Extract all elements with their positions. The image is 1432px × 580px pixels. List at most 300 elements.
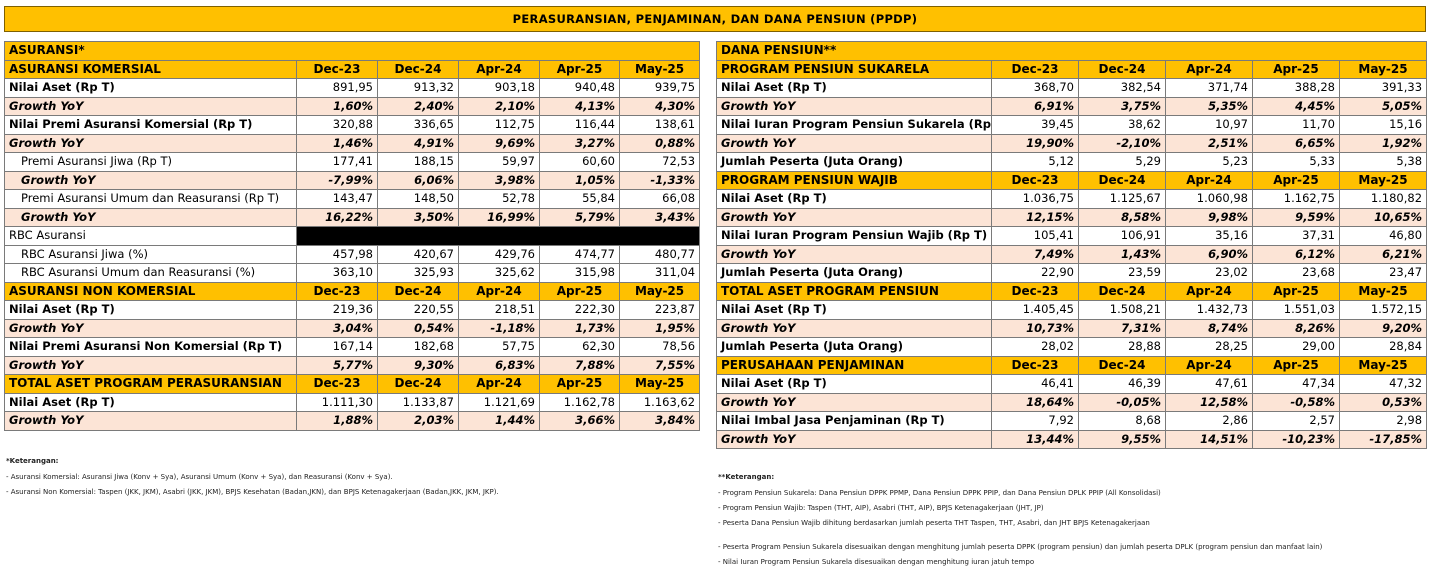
table-row bbox=[5, 338, 700, 357]
table-row bbox=[717, 134, 1427, 153]
row-label: Growth YoY bbox=[717, 245, 992, 264]
value-cell: 1.036,75 bbox=[992, 190, 1079, 209]
value-cell: 182,68 bbox=[378, 338, 459, 357]
value-cell: 903,18 bbox=[459, 79, 540, 98]
note-line: - Peserta Dana Pensiun Wajib dihitung berdasarkan jumlah peserta THT Taspen, THT, Asabri, dan JHT BPJS Ketenagakerjaan bbox=[718, 519, 1150, 527]
value-cell: 368,70 bbox=[992, 79, 1079, 98]
column-header: Apr-24 bbox=[459, 282, 540, 301]
value-cell: 320,88 bbox=[297, 116, 378, 135]
value-cell: -1,18% bbox=[459, 319, 540, 338]
table-row bbox=[717, 79, 1427, 98]
row-label: TOTAL ASET PROGRAM PERASURANSIAN bbox=[5, 375, 297, 394]
value-cell: 78,56 bbox=[620, 338, 700, 357]
table-row bbox=[717, 227, 1427, 246]
notes-title: *Keterangan: bbox=[6, 457, 59, 465]
row-label: Nilai Aset (Rp T) bbox=[5, 79, 297, 98]
value-cell: 8,58% bbox=[1079, 208, 1166, 227]
value-cell: 6,12% bbox=[1253, 245, 1340, 264]
row-label: TOTAL ASET PROGRAM PENSIUN bbox=[717, 282, 992, 301]
value-cell: 167,14 bbox=[297, 338, 378, 357]
note-line: - Asuransi Komersial: Asuransi Jiwa (Konv + Sya), Asuransi Umum (Konv + Sya), dan Reasuransi (Konv + Sya). bbox=[6, 473, 393, 481]
column-header: Dec-24 bbox=[1079, 60, 1166, 79]
value-cell: 15,16 bbox=[1340, 116, 1427, 135]
value-cell: 220,55 bbox=[378, 301, 459, 320]
value-cell: 112,75 bbox=[459, 116, 540, 135]
value-cell: 1.111,30 bbox=[297, 393, 378, 412]
value-cell: 1.133,87 bbox=[378, 393, 459, 412]
column-header: May-25 bbox=[620, 375, 700, 394]
row-label: DANA PENSIUN** bbox=[717, 42, 1427, 61]
value-cell: 5,79% bbox=[540, 208, 620, 227]
table-row bbox=[717, 356, 1427, 375]
value-cell: 1,92% bbox=[1340, 134, 1427, 153]
value-cell: 7,92 bbox=[992, 412, 1079, 431]
value-cell: 7,55% bbox=[620, 356, 700, 375]
value-cell: 2,03% bbox=[378, 412, 459, 431]
column-header: Dec-23 bbox=[992, 356, 1079, 375]
column-header: May-25 bbox=[1340, 356, 1427, 375]
asuransi-notes bbox=[6, 456, 499, 502]
value-cell: 1,44% bbox=[459, 412, 540, 431]
row-label: PROGRAM PENSIUN WAJIB bbox=[717, 171, 992, 190]
value-cell: 4,45% bbox=[1253, 97, 1340, 116]
value-cell: 480,77 bbox=[620, 245, 700, 264]
table-row bbox=[5, 282, 700, 301]
row-label: ASURANSI* bbox=[5, 42, 700, 61]
value-cell: 222,30 bbox=[540, 301, 620, 320]
table-row bbox=[5, 42, 700, 61]
value-cell: 382,54 bbox=[1079, 79, 1166, 98]
column-header: May-25 bbox=[1340, 171, 1427, 190]
column-header: Dec-23 bbox=[297, 375, 378, 394]
value-cell: 10,65% bbox=[1340, 208, 1427, 227]
table-row bbox=[717, 245, 1427, 264]
table-row bbox=[717, 97, 1427, 116]
value-cell: 1.162,78 bbox=[540, 393, 620, 412]
value-cell: 0,88% bbox=[620, 134, 700, 153]
value-cell: 9,55% bbox=[1079, 430, 1166, 449]
table-row bbox=[717, 301, 1427, 320]
value-cell: 1.180,82 bbox=[1340, 190, 1427, 209]
value-cell: 6,06% bbox=[378, 171, 459, 190]
value-cell: 6,65% bbox=[1253, 134, 1340, 153]
column-header: Apr-24 bbox=[1166, 356, 1253, 375]
row-label: Nilai Iuran Program Pensiun Wajib (Rp T) bbox=[717, 227, 992, 246]
value-cell: 1,60% bbox=[297, 97, 378, 116]
value-cell: 3,66% bbox=[540, 412, 620, 431]
value-cell: 28,02 bbox=[992, 338, 1079, 357]
value-cell: 16,99% bbox=[459, 208, 540, 227]
value-cell: 2,98 bbox=[1340, 412, 1427, 431]
column-header: Dec-24 bbox=[378, 282, 459, 301]
value-cell: 940,48 bbox=[540, 79, 620, 98]
value-cell: 138,61 bbox=[620, 116, 700, 135]
value-cell: 1,46% bbox=[297, 134, 378, 153]
table-row bbox=[717, 42, 1427, 61]
table-row bbox=[717, 208, 1427, 227]
row-label: Growth YoY bbox=[5, 412, 297, 431]
row-label: ASURANSI NON KOMERSIAL bbox=[5, 282, 297, 301]
note-line: - Nilai Iuran Program Pensiun Sukarela disesuaikan dengan menghitung iuran jatuh tempo bbox=[718, 558, 1035, 566]
value-cell: 148,50 bbox=[378, 190, 459, 209]
value-cell: 3,43% bbox=[620, 208, 700, 227]
table-row bbox=[5, 245, 700, 264]
value-cell: 47,61 bbox=[1166, 375, 1253, 394]
row-label: Growth YoY bbox=[5, 208, 297, 227]
value-cell: 23,68 bbox=[1253, 264, 1340, 283]
value-cell: 1.508,21 bbox=[1079, 301, 1166, 320]
value-cell: 37,31 bbox=[1253, 227, 1340, 246]
value-cell: 1.163,62 bbox=[620, 393, 700, 412]
value-cell: 363,10 bbox=[297, 264, 378, 283]
value-cell: 38,62 bbox=[1079, 116, 1166, 135]
value-cell: 6,83% bbox=[459, 356, 540, 375]
value-cell: 9,59% bbox=[1253, 208, 1340, 227]
column-header: Apr-24 bbox=[1166, 171, 1253, 190]
row-label: Growth YoY bbox=[5, 356, 297, 375]
value-cell: 420,67 bbox=[378, 245, 459, 264]
value-cell: 5,12 bbox=[992, 153, 1079, 172]
column-header: Dec-24 bbox=[378, 60, 459, 79]
table-row bbox=[5, 301, 700, 320]
row-label: Growth YoY bbox=[5, 171, 297, 190]
row-label: Nilai Aset (Rp T) bbox=[5, 393, 297, 412]
value-cell: 23,02 bbox=[1166, 264, 1253, 283]
row-label: PROGRAM PENSIUN SUKARELA bbox=[717, 60, 992, 79]
table-row bbox=[5, 208, 700, 227]
value-cell: 1,73% bbox=[540, 319, 620, 338]
value-cell: 4,30% bbox=[620, 97, 700, 116]
value-cell: 9,30% bbox=[378, 356, 459, 375]
column-header: Dec-24 bbox=[1079, 356, 1166, 375]
value-cell: 5,29 bbox=[1079, 153, 1166, 172]
value-cell: 8,74% bbox=[1166, 319, 1253, 338]
value-cell: 14,51% bbox=[1166, 430, 1253, 449]
value-cell: 1.060,98 bbox=[1166, 190, 1253, 209]
column-header: Dec-24 bbox=[1079, 282, 1166, 301]
value-cell: 10,73% bbox=[992, 319, 1079, 338]
value-cell: 457,98 bbox=[297, 245, 378, 264]
value-cell: 7,88% bbox=[540, 356, 620, 375]
value-cell: 28,25 bbox=[1166, 338, 1253, 357]
table-row bbox=[5, 356, 700, 375]
column-header: Dec-23 bbox=[992, 171, 1079, 190]
value-cell: 6,90% bbox=[1166, 245, 1253, 264]
value-cell: 39,45 bbox=[992, 116, 1079, 135]
value-cell: 1.125,67 bbox=[1079, 190, 1166, 209]
column-header: Dec-23 bbox=[992, 60, 1079, 79]
column-header: May-25 bbox=[1340, 60, 1427, 79]
value-cell: 9,20% bbox=[1340, 319, 1427, 338]
column-header: Apr-24 bbox=[1166, 282, 1253, 301]
column-header: Dec-23 bbox=[297, 60, 378, 79]
row-label: PERUSAHAAN PENJAMINAN bbox=[717, 356, 992, 375]
column-header: Apr-25 bbox=[540, 282, 620, 301]
value-cell: 60,60 bbox=[540, 153, 620, 172]
column-header: Apr-25 bbox=[1253, 60, 1340, 79]
value-cell: 0,54% bbox=[378, 319, 459, 338]
value-cell: 12,15% bbox=[992, 208, 1079, 227]
value-cell: 23,47 bbox=[1340, 264, 1427, 283]
value-cell: -10,23% bbox=[1253, 430, 1340, 449]
value-cell: 1,95% bbox=[620, 319, 700, 338]
value-cell: 2,10% bbox=[459, 97, 540, 116]
column-header: Dec-23 bbox=[992, 282, 1079, 301]
dana-pensiun-table bbox=[716, 41, 1427, 449]
value-cell: 1.405,45 bbox=[992, 301, 1079, 320]
value-cell: 9,98% bbox=[1166, 208, 1253, 227]
value-cell: -0,58% bbox=[1253, 393, 1340, 412]
value-cell: 55,84 bbox=[540, 190, 620, 209]
value-cell: 219,36 bbox=[297, 301, 378, 320]
value-cell: 35,16 bbox=[1166, 227, 1253, 246]
value-cell: 66,08 bbox=[620, 190, 700, 209]
value-cell: 106,91 bbox=[1079, 227, 1166, 246]
table-row bbox=[717, 282, 1427, 301]
note-line: - Program Pensiun Wajib: Taspen (THT, AIP), Asabri (THT, AIP), BPJS Ketenagakerjaan (JHT, JP) bbox=[718, 504, 1044, 512]
value-cell: 6,91% bbox=[992, 97, 1079, 116]
row-label: Premi Asuransi Umum dan Reasuransi (Rp T) bbox=[5, 190, 297, 209]
table-row bbox=[5, 227, 700, 246]
column-header: Dec-23 bbox=[297, 282, 378, 301]
value-cell: 5,35% bbox=[1166, 97, 1253, 116]
value-cell: 429,76 bbox=[459, 245, 540, 264]
table-row bbox=[5, 60, 700, 79]
table-row bbox=[717, 116, 1427, 135]
row-label: Nilai Aset (Rp T) bbox=[717, 79, 992, 98]
table-row bbox=[5, 97, 700, 116]
row-label: Growth YoY bbox=[717, 208, 992, 227]
value-cell: 46,80 bbox=[1340, 227, 1427, 246]
value-cell: 3,98% bbox=[459, 171, 540, 190]
table-row bbox=[717, 171, 1427, 190]
value-cell: 47,32 bbox=[1340, 375, 1427, 394]
value-cell: 16,22% bbox=[297, 208, 378, 227]
value-cell: -0,05% bbox=[1079, 393, 1166, 412]
value-cell: 28,88 bbox=[1079, 338, 1166, 357]
value-cell: 23,59 bbox=[1079, 264, 1166, 283]
note-line: - Program Pensiun Sukarela: Dana Pensiun DPPK PPMP, Dana Pensiun DPPK PPIP, dan Dana Pensiun DPLK PPIP (All Konsolidasi) bbox=[718, 489, 1161, 497]
row-label: Growth YoY bbox=[5, 97, 297, 116]
value-cell: 7,49% bbox=[992, 245, 1079, 264]
row-label: Growth YoY bbox=[717, 319, 992, 338]
column-header: Dec-24 bbox=[378, 375, 459, 394]
value-cell: 5,23 bbox=[1166, 153, 1253, 172]
value-cell: 1.551,03 bbox=[1253, 301, 1340, 320]
value-cell: 913,32 bbox=[378, 79, 459, 98]
value-cell: 3,04% bbox=[297, 319, 378, 338]
value-cell: 4,91% bbox=[378, 134, 459, 153]
table-row bbox=[5, 171, 700, 190]
value-cell: 2,51% bbox=[1166, 134, 1253, 153]
value-cell: 52,78 bbox=[459, 190, 540, 209]
value-cell: 391,33 bbox=[1340, 79, 1427, 98]
table-row bbox=[717, 412, 1427, 431]
value-cell: 3,27% bbox=[540, 134, 620, 153]
table-row bbox=[717, 338, 1427, 357]
column-header: Apr-25 bbox=[540, 375, 620, 394]
column-header: May-25 bbox=[620, 282, 700, 301]
value-cell: 7,31% bbox=[1079, 319, 1166, 338]
value-cell: 325,93 bbox=[378, 264, 459, 283]
note-line: - Asuransi Non Komersial: Taspen (JKK, JKM), Asabri (JKK, JKM), BPJS Kesehatan (Badan,JKN), dan BPJS Ketenagakerjaan (Badan,JKK, JKM, JKP). bbox=[6, 488, 499, 496]
value-cell: 3,84% bbox=[620, 412, 700, 431]
value-cell: 9,69% bbox=[459, 134, 540, 153]
table-row bbox=[717, 264, 1427, 283]
value-cell: 47,34 bbox=[1253, 375, 1340, 394]
row-label: Nilai Aset (Rp T) bbox=[717, 190, 992, 209]
value-cell: 1,43% bbox=[1079, 245, 1166, 264]
note-line: - Peserta Program Pensiun Sukarela disesuaikan dengan menghitung jumlah peserta DPPK (program pensiun) dan jumlah peserta DPLK (program pensiun dan manfaat lain) bbox=[718, 543, 1323, 551]
table-row bbox=[717, 60, 1427, 79]
column-header: Dec-24 bbox=[1079, 171, 1166, 190]
row-label: Premi Asuransi Jiwa (Rp T) bbox=[5, 153, 297, 172]
value-cell: 939,75 bbox=[620, 79, 700, 98]
value-cell: 315,98 bbox=[540, 264, 620, 283]
column-header: Apr-24 bbox=[459, 375, 540, 394]
value-cell: -7,99% bbox=[297, 171, 378, 190]
value-cell: 6,21% bbox=[1340, 245, 1427, 264]
row-label: Nilai Aset (Rp T) bbox=[717, 375, 992, 394]
column-header: Apr-25 bbox=[1253, 171, 1340, 190]
table-row bbox=[5, 190, 700, 209]
row-label: Jumlah Peserta (Juta Orang) bbox=[717, 264, 992, 283]
value-cell: 8,26% bbox=[1253, 319, 1340, 338]
value-cell: 336,65 bbox=[378, 116, 459, 135]
value-cell: 46,39 bbox=[1079, 375, 1166, 394]
value-cell: 177,41 bbox=[297, 153, 378, 172]
value-cell: 11,70 bbox=[1253, 116, 1340, 135]
value-cell: 2,86 bbox=[1166, 412, 1253, 431]
row-label: RBC Asuransi Umum dan Reasuransi (%) bbox=[5, 264, 297, 283]
table-row bbox=[5, 134, 700, 153]
row-label: Nilai Aset (Rp T) bbox=[5, 301, 297, 320]
value-cell: -1,33% bbox=[620, 171, 700, 190]
row-label: Nilai Iuran Program Pensiun Sukarela (Rp bbox=[717, 116, 992, 135]
value-cell: 5,38 bbox=[1340, 153, 1427, 172]
table-row bbox=[717, 393, 1427, 412]
table-row bbox=[5, 79, 700, 98]
table-row bbox=[5, 319, 700, 338]
value-cell: 46,41 bbox=[992, 375, 1079, 394]
column-header: Apr-25 bbox=[1253, 282, 1340, 301]
value-cell: 72,53 bbox=[620, 153, 700, 172]
value-cell: 3,75% bbox=[1079, 97, 1166, 116]
row-label: RBC Asuransi Jiwa (%) bbox=[5, 245, 297, 264]
row-label: Jumlah Peserta (Juta Orang) bbox=[717, 153, 992, 172]
table-row bbox=[717, 153, 1427, 172]
column-header: Apr-24 bbox=[459, 60, 540, 79]
table-row bbox=[5, 116, 700, 135]
notes-title: **Keterangan: bbox=[718, 473, 775, 481]
value-cell: 5,33 bbox=[1253, 153, 1340, 172]
row-label: Jumlah Peserta (Juta Orang) bbox=[717, 338, 992, 357]
value-cell: 29,00 bbox=[1253, 338, 1340, 357]
value-cell: 5,77% bbox=[297, 356, 378, 375]
value-cell: 5,05% bbox=[1340, 97, 1427, 116]
value-cell: 1.432,73 bbox=[1166, 301, 1253, 320]
redacted-cell bbox=[297, 227, 700, 246]
value-cell: 10,97 bbox=[1166, 116, 1253, 135]
value-cell: 188,15 bbox=[378, 153, 459, 172]
value-cell: 1.121,69 bbox=[459, 393, 540, 412]
value-cell: -17,85% bbox=[1340, 430, 1427, 449]
row-label: ASURANSI KOMERSIAL bbox=[5, 60, 297, 79]
value-cell: 0,53% bbox=[1340, 393, 1427, 412]
column-header: May-25 bbox=[1340, 282, 1427, 301]
value-cell: 13,44% bbox=[992, 430, 1079, 449]
table-row bbox=[717, 190, 1427, 209]
value-cell: 2,40% bbox=[378, 97, 459, 116]
value-cell: 4,13% bbox=[540, 97, 620, 116]
value-cell: 8,68 bbox=[1079, 412, 1166, 431]
row-label: Growth YoY bbox=[717, 97, 992, 116]
value-cell: 22,90 bbox=[992, 264, 1079, 283]
value-cell: -2,10% bbox=[1079, 134, 1166, 153]
value-cell: 1,88% bbox=[297, 412, 378, 431]
row-label: Growth YoY bbox=[717, 430, 992, 449]
value-cell: 116,44 bbox=[540, 116, 620, 135]
value-cell: 2,57 bbox=[1253, 412, 1340, 431]
value-cell: 59,97 bbox=[459, 153, 540, 172]
table-row bbox=[5, 153, 700, 172]
table-row bbox=[717, 430, 1427, 449]
column-header: Apr-24 bbox=[1166, 60, 1253, 79]
row-label: Growth YoY bbox=[717, 393, 992, 412]
value-cell: 891,95 bbox=[297, 79, 378, 98]
row-label: Nilai Aset (Rp T) bbox=[717, 301, 992, 320]
row-label: Growth YoY bbox=[5, 319, 297, 338]
value-cell: 474,77 bbox=[540, 245, 620, 264]
row-label: Nilai Premi Asuransi Non Komersial (Rp T) bbox=[5, 338, 297, 357]
value-cell: 12,58% bbox=[1166, 393, 1253, 412]
value-cell: 143,47 bbox=[297, 190, 378, 209]
row-label: Growth YoY bbox=[5, 134, 297, 153]
value-cell: 371,74 bbox=[1166, 79, 1253, 98]
row-label: Growth YoY bbox=[717, 134, 992, 153]
dana-pensiun-notes bbox=[718, 472, 1322, 572]
column-header: Apr-25 bbox=[1253, 356, 1340, 375]
column-header: May-25 bbox=[620, 60, 700, 79]
value-cell: 57,75 bbox=[459, 338, 540, 357]
value-cell: 218,51 bbox=[459, 301, 540, 320]
value-cell: 62,30 bbox=[540, 338, 620, 357]
table-row bbox=[5, 264, 700, 283]
value-cell: 19,90% bbox=[992, 134, 1079, 153]
page-title: PERASURANSIAN, PENJAMINAN, DAN DANA PENSIUN (PPDP) bbox=[4, 6, 1426, 32]
value-cell: 18,64% bbox=[992, 393, 1079, 412]
row-label: RBC Asuransi bbox=[5, 227, 297, 246]
row-label: Nilai Premi Asuransi Komersial (Rp T) bbox=[5, 116, 297, 135]
value-cell: 388,28 bbox=[1253, 79, 1340, 98]
value-cell: 325,62 bbox=[459, 264, 540, 283]
value-cell: 28,84 bbox=[1340, 338, 1427, 357]
table-row bbox=[717, 319, 1427, 338]
value-cell: 1,05% bbox=[540, 171, 620, 190]
table-row bbox=[5, 393, 700, 412]
value-cell: 105,41 bbox=[992, 227, 1079, 246]
value-cell: 3,50% bbox=[378, 208, 459, 227]
value-cell: 223,87 bbox=[620, 301, 700, 320]
asuransi-table bbox=[4, 41, 700, 431]
table-row bbox=[5, 375, 700, 394]
row-label: Nilai Imbal Jasa Penjaminan (Rp T) bbox=[717, 412, 992, 431]
table-row bbox=[5, 412, 700, 431]
table-row bbox=[717, 375, 1427, 394]
column-header: Apr-25 bbox=[540, 60, 620, 79]
value-cell: 311,04 bbox=[620, 264, 700, 283]
value-cell: 1.162,75 bbox=[1253, 190, 1340, 209]
